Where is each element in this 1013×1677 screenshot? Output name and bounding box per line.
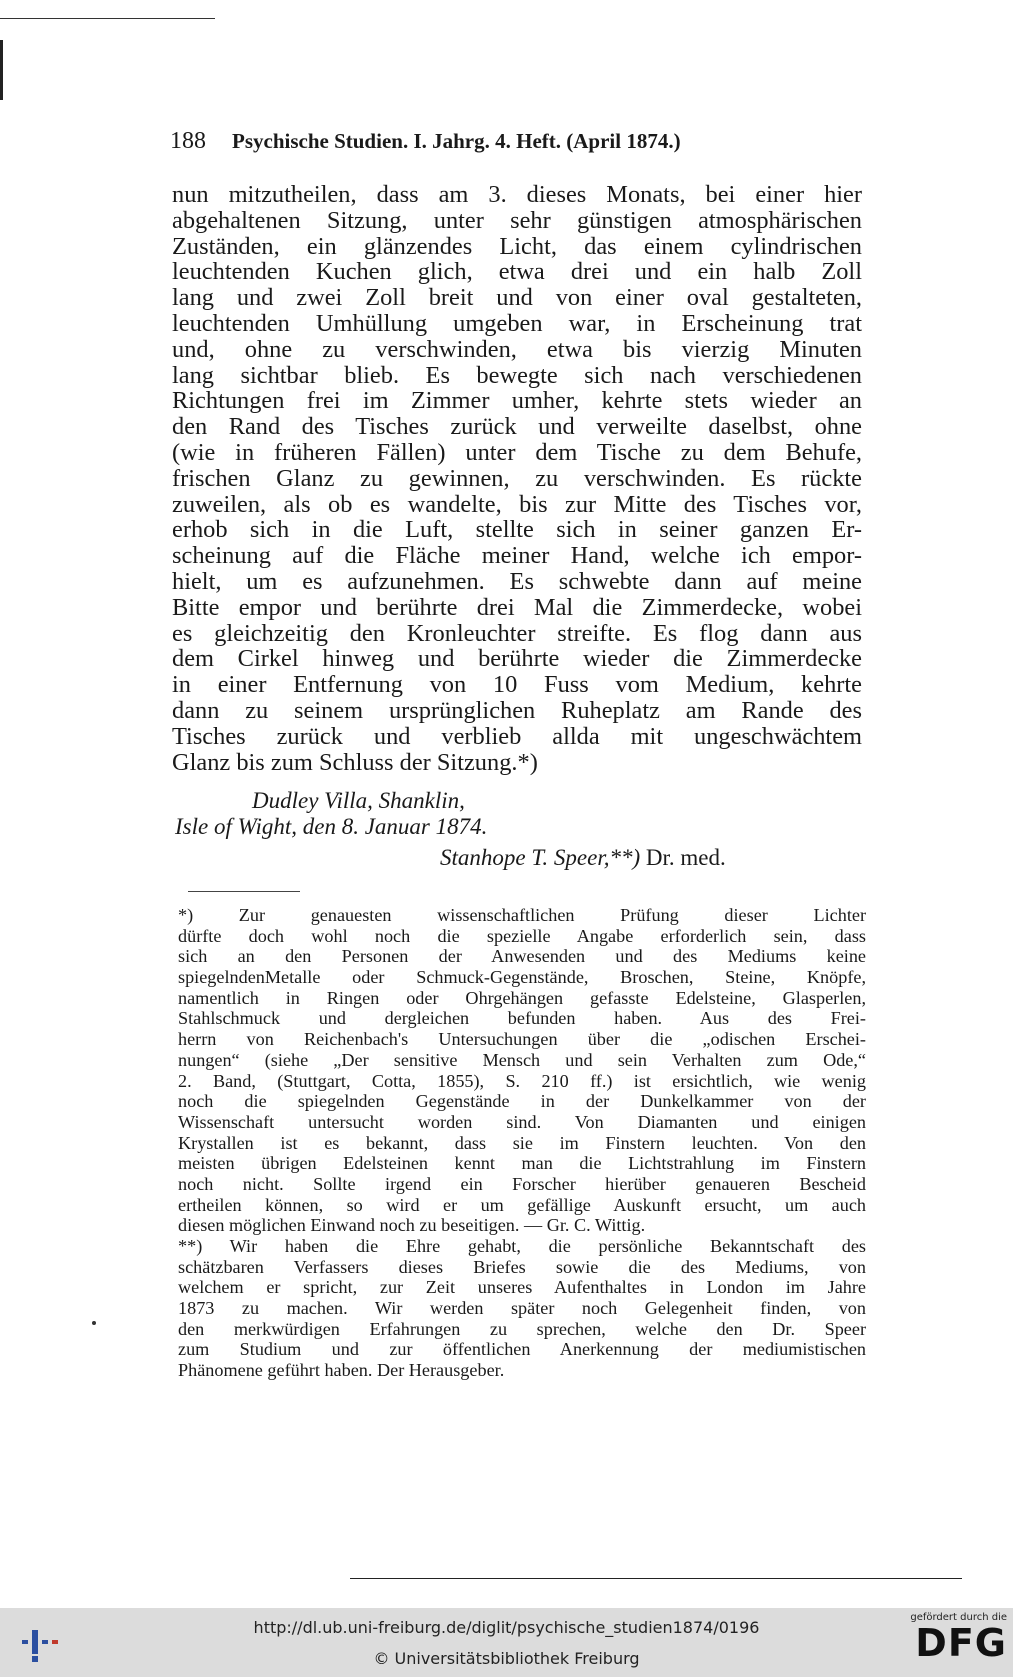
body-line: es gleichzeitig den Kronleuchter streifte. Es flog dann aus: [172, 619, 862, 647]
body-line: in einer Entfernung von 10 Fuss vom Medium, kehrte: [172, 671, 862, 699]
footnote-line: den merkwürdigen Erfahrungen zu sprechen, welche den Dr. Speer: [178, 1318, 866, 1339]
footnote-line: spiegelndenMetalle oder Schmuck-Gegenstände, Broschen, Steine, Knöpfe,: [178, 967, 866, 988]
author-title: Dr. med.: [645, 845, 726, 870]
body-line: hielt, um es aufzunehmen. Es schwebte dann auf meine: [172, 567, 862, 595]
body-line: nun mitzutheilen, dass am 3. dieses Monats, bei einer hier: [172, 181, 862, 208]
bottom-rule: [350, 1578, 962, 1579]
body-line: frischen Glanz zu gewinnen, zu verschwinden. Es rückte: [172, 464, 862, 492]
footnote-line: noch nicht. Sollte irgend ein Forscher hierüber genaueren Bescheid: [178, 1173, 866, 1194]
body-text: [172, 182, 862, 775]
page-number: 188: [170, 128, 206, 154]
footnote-line: dürfte doch wohl noch die spezielle Angabe erforderlich sein, dass: [178, 925, 866, 946]
dfg-tagline: gefördert durch die: [910, 1612, 1007, 1623]
body-line: (wie in früheren Fällen) unter dem Tische zu dem Behufe,: [172, 438, 862, 466]
body-line: scheinung auf die Fläche meiner Hand, welche ich empor-: [172, 542, 862, 570]
footnote-line: nungen“ (siehe „Der sensitive Mensch und sein Verhalten zum Ode,“: [178, 1049, 866, 1070]
dfg-wordmark: DFG: [915, 1621, 1007, 1665]
footnote-line: welchem er spricht, zur Zeit unseres Aufenthaltes in London im Jahre: [178, 1277, 866, 1298]
footnote-line: herrn von Reichenbach's Untersuchungen über die „odischen Erschei-: [178, 1029, 866, 1050]
body-line: Tisches zurück und verblieb allda mit ungeschwächtem: [172, 722, 862, 750]
body-line: Zuständen, ein glänzendes Licht, das einem cylindrischen: [172, 232, 862, 260]
footnote-line: meisten übrigen Edelsteinen kennt man die Lichtstrahlung im Finstern: [178, 1153, 866, 1174]
footnote-line: zum Studium und zur öffentlichen Anerkennung der mediumistischen: [178, 1339, 866, 1360]
footnote-line: diesen möglichen Einwand noch zu beseitigen. — Gr. C. Wittig.: [178, 1215, 646, 1236]
body-line: Glanz bis zum Schluss der Sitzung.*): [172, 748, 538, 776]
footnotes: [178, 905, 866, 1381]
signature-place-line1: Dudley Villa, Shanklin,: [252, 788, 465, 813]
body-line: den Rand des Tisches zurück und verweilte daselbst, ohne: [172, 413, 862, 441]
body-line: abgehaltenen Sitzung, unter sehr günstigen atmosphärischen: [172, 206, 862, 234]
top-rule: [0, 18, 215, 19]
page-header: [170, 128, 870, 155]
footnote-separator: [188, 891, 300, 892]
footnote-line: schätzbaren Verfassers dieses Briefes sowie die des Mediums, von: [178, 1256, 866, 1277]
footnote-line: *) Zur genauesten wissenschaftlichen Prüfung dieser Lichter: [178, 905, 866, 925]
footnote-line: Phänomene geführt haben. Der Herausgeber.: [178, 1360, 505, 1381]
footnote-line: Stahlschmuck und dergleichen befunden haben. Aus des Frei-: [178, 1008, 866, 1029]
dfg-logo: [895, 1612, 1007, 1672]
body-line: und, ohne zu verschwinden, etwa bis vierzig Minuten: [172, 335, 862, 363]
author-name: Stanhope T. Speer,**): [440, 845, 641, 870]
footnote-line: **) Wir haben die Ehre gehabt, die persönliche Bekanntschaft des: [178, 1236, 866, 1256]
footnote-line: sich an den Personen der Anwesenden und des Mediums keine: [178, 946, 866, 967]
body-line: lang und zwei Zoll breit und von einer oval gestalteten,: [172, 284, 862, 312]
scan-edge-mark: [0, 40, 3, 100]
footer-url[interactable]: http://dl.ub.uni-freiburg.de/diglit/psychische_studien1874/0196: [253, 1618, 760, 1637]
scan-speck: [92, 1321, 96, 1325]
footnote-line: 1873 zu machen. Wir werden später noch Gelegenheit finden, von: [178, 1298, 866, 1319]
signature-author: [440, 845, 726, 871]
body-line: dem Cirkel hinweg und berührte wieder die Zimmerdecke: [172, 645, 862, 673]
body-line: Richtungen frei im Zimmer umher, kehrte stets wieder an: [172, 387, 862, 415]
footnote-line: noch die spiegelnden Gegenstände in der Dunkelkammer von der: [178, 1091, 866, 1112]
body-line: erhob sich in die Luft, stellte sich in seiner ganzen Er-: [172, 516, 862, 544]
footnote-line: namentlich in Ringen oder Ohrgehängen gefasste Edelsteine, Glasperlen,: [178, 987, 866, 1008]
body-line: leuchtenden Umhüllung umgeben war, in Erscheinung trat: [172, 309, 862, 337]
body-line: leuchtenden Kuchen glich, etwa drei und ein halb Zoll: [172, 258, 862, 286]
footnote-line: Wissenschaft untersucht worden sind. Von Diamanten und einigen: [178, 1111, 866, 1132]
signature-place-line2: Isle of Wight, den 8. Januar 1874.: [175, 814, 488, 839]
body-line: zuweilen, als ob es wandelte, bis zur Mitte des Tisches vor,: [172, 490, 862, 518]
running-title: Psychische Studien. I. Jahrg. 4. Heft. (April 1874.): [232, 129, 681, 153]
footnote-line: ertheilen können, so wird er um gefällige Auskunft ersucht, um auch: [178, 1194, 866, 1215]
body-line: Bitte empor und berührte drei Mal die Zimmerdecke, wobei: [172, 593, 862, 621]
body-line: dann zu seinem ursprünglichen Ruheplatz am Rande des: [172, 696, 862, 724]
footnote-line: Krystallen ist es bekannt, dass sie im Finstern leuchten. Von den: [178, 1132, 866, 1153]
footnote-line: 2. Band, (Stuttgart, Cotta, 1855), S. 210 ff.) ist ersichtlich, wie wenig: [178, 1070, 866, 1091]
footer-copyright: © Universitätsbibliothek Freiburg: [373, 1649, 640, 1668]
body-line: lang sichtbar blieb. Es bewegte sich nach verschiedenen: [172, 361, 862, 389]
